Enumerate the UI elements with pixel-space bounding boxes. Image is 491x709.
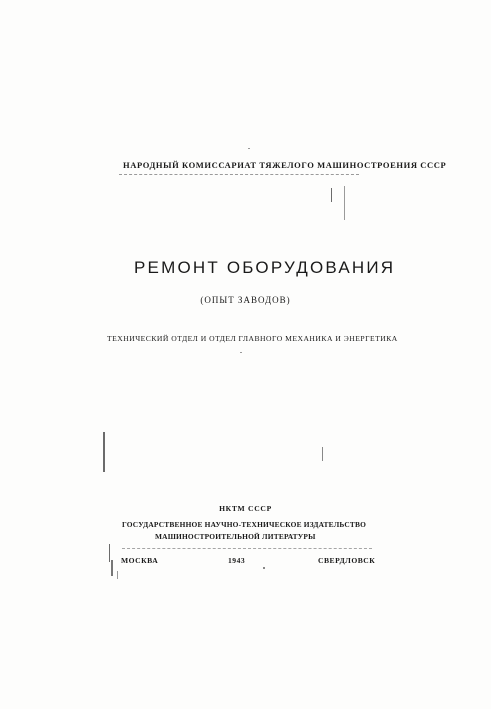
- publisher-org: НКТМ СССР: [219, 504, 272, 513]
- publisher-name-continued: МАШИНОСТРОИТЕЛЬНОЙ ЛИТЕРАТУРЫ: [155, 532, 316, 541]
- book-title: РЕМОНТ ОБОРУДОВАНИЯ: [134, 258, 396, 277]
- department-credit: ТЕХНИЧЕСКИЙ ОТДЕЛ И ОТДЕЛ ГЛАВНОГО МЕХАНИКА И ЭНЕРГЕТИКА: [107, 334, 398, 343]
- scan-mark: [322, 447, 323, 461]
- ministry-heading: НАРОДНЫЙ КОМИССАРИАТ ТЯЖЕЛОГО МАШИНОСТРОЕНИЯ СССР: [123, 160, 447, 170]
- scan-mark: [103, 432, 105, 472]
- publisher-name: ГОСУДАРСТВЕННОЕ НАУЧНО-ТЕХНИЧЕСКОЕ ИЗДАТЕЛЬСТВО: [122, 520, 367, 529]
- scan-mark: [117, 571, 118, 579]
- scan-mark: [111, 560, 113, 576]
- scan-mark: [109, 544, 110, 562]
- scan-mark: [240, 352, 242, 353]
- imprint-city-right: СВЕРДЛОВСК: [318, 556, 376, 565]
- scan-mark: [248, 148, 250, 149]
- header-rule: [119, 174, 359, 175]
- scan-mark: [263, 567, 265, 569]
- scan-mark: [344, 186, 345, 220]
- imprint-city-left: МОСКВА: [121, 556, 159, 565]
- book-subtitle: (ОПЫТ ЗАВОДОВ): [200, 295, 291, 305]
- footer-rule: [122, 548, 372, 549]
- scan-mark: [331, 188, 332, 202]
- imprint-year: 1943: [228, 556, 246, 565]
